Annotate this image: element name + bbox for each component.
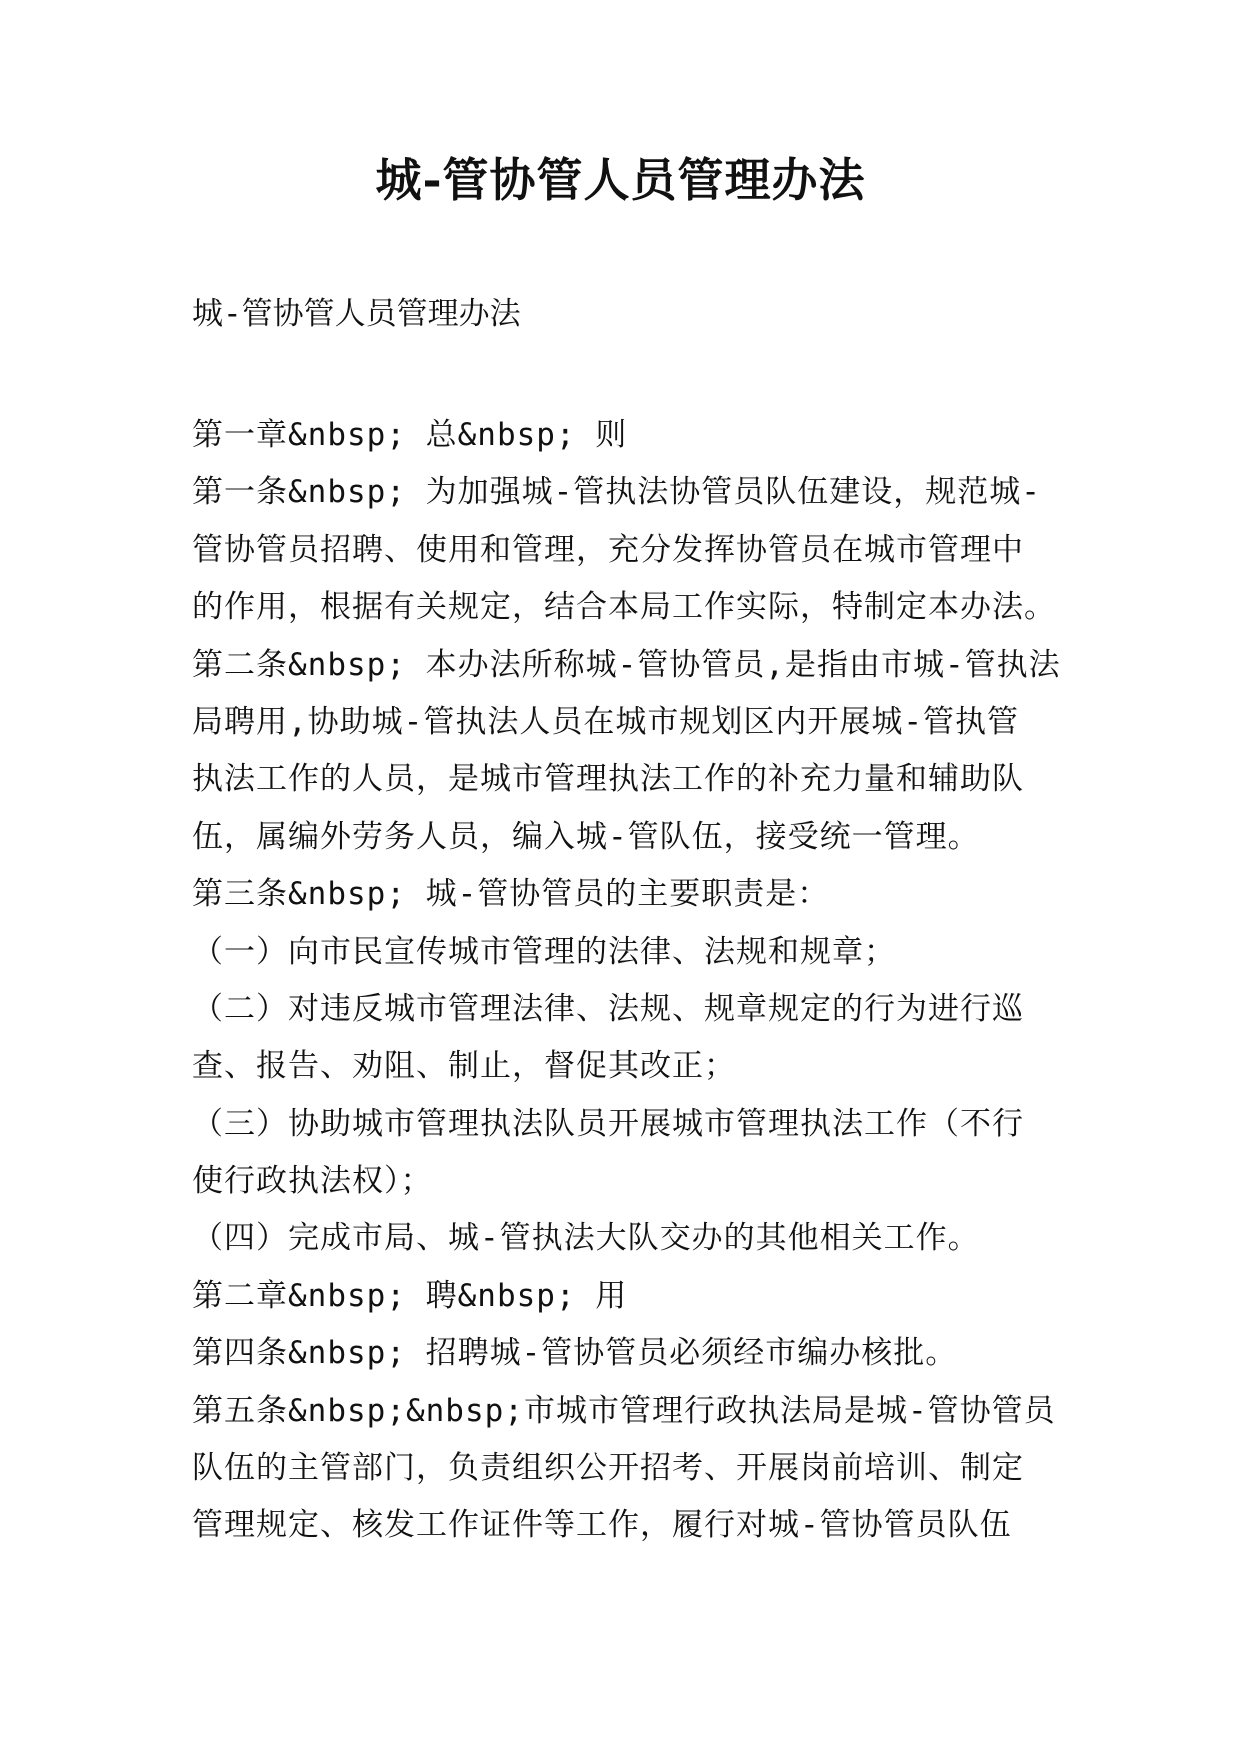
text-line: 使行政执法权）； bbox=[192, 1163, 433, 1200]
document-title: 城-管协管人员管理办法 bbox=[375, 153, 866, 207]
text-line: （四）完成市局、城-管执法大队交办的其他相关工作。 bbox=[192, 1220, 980, 1257]
text-line: 第二条&nbsp; 本办法所称城-管协管员,是指由市城-管执法 bbox=[192, 646, 1061, 683]
text-line: 第四条&nbsp; 招聘城-管协管员必须经市编办核批。 bbox=[192, 1335, 958, 1372]
text-line: 执法工作的人员，是城市管理执法工作的补充力量和辅助队 bbox=[192, 761, 1024, 798]
text-line: （三）协助城市管理执法队员开展城市管理执法工作（不行 bbox=[192, 1105, 1024, 1142]
text-line: 第一条&nbsp; 为加强城-管执法协管员队伍建设，规范城- bbox=[192, 474, 1041, 511]
text-line: 管理规定、核发工作证件等工作，履行对城-管协管员队伍 bbox=[192, 1507, 1012, 1544]
text-line: 第一章&nbsp; 总&nbsp; 则 bbox=[192, 417, 628, 453]
text-line: 第三条&nbsp; 城-管协管员的主要职责是： bbox=[192, 876, 830, 913]
text-line: 局聘用,协助城-管执法人员在城市规划区内开展城-管执管 bbox=[192, 703, 1019, 740]
text-line: 查、报告、劝阻、制止，督促其改正； bbox=[192, 1048, 736, 1085]
text-line: 伍，属编外劳务人员，编入城-管队伍，接受统一管理。 bbox=[192, 818, 980, 855]
text-line: （一）向市民宣传城市管理的法律、法规和规章； bbox=[192, 933, 896, 970]
text-line: 第五条&nbsp;&nbsp;市城市管理行政执法局是城-管协管员 bbox=[192, 1392, 1056, 1429]
document-body bbox=[192, 413, 1072, 1561]
document-subtitle: 城-管协管人员管理办法 bbox=[192, 296, 521, 332]
text-line: 第二章&nbsp; 聘&nbsp; 用 bbox=[192, 1277, 628, 1314]
text-line: （二）对违反城市管理法律、法规、规章规定的行为进行巡 bbox=[192, 990, 1024, 1027]
text-line: 管协管员招聘、使用和管理，充分发挥协管员在城市管理中 bbox=[192, 531, 1024, 568]
text-line: 队伍的主管部门，负责组织公开招考、开展岗前培训、制定 bbox=[192, 1450, 1024, 1487]
text-line: 的作用，根据有关规定，结合本局工作实际，特制定本办法。 bbox=[192, 589, 1056, 626]
